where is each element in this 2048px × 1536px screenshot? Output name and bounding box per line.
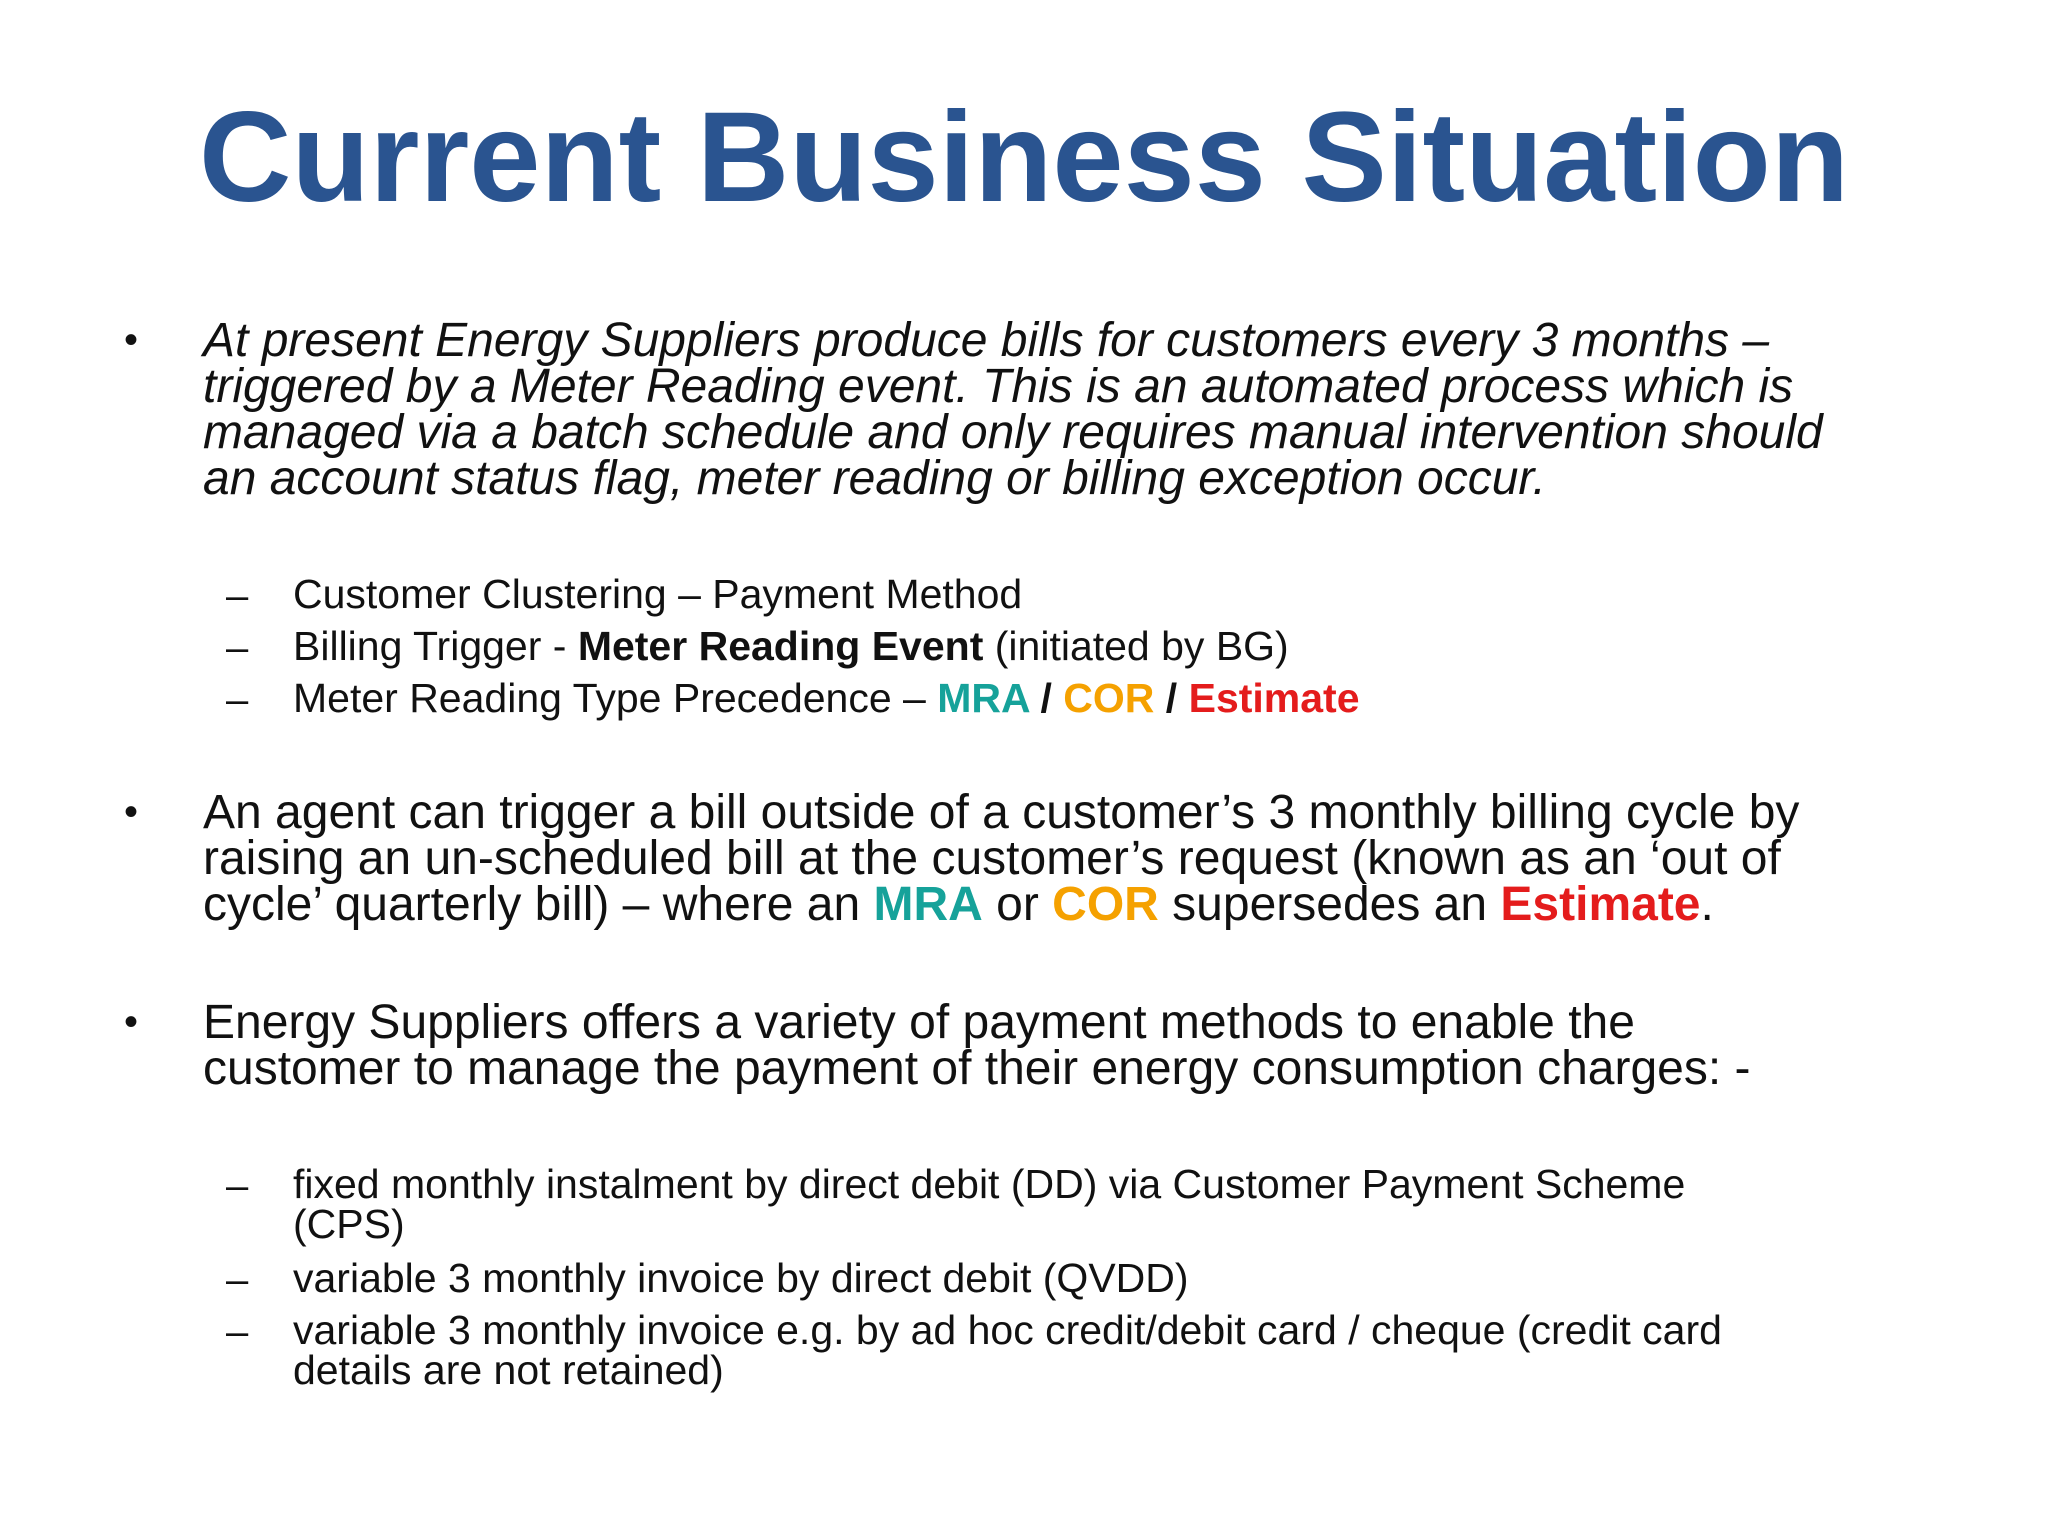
period-text: .: [1700, 878, 1714, 931]
bullet-text: At present Energy Suppliers produce bills for customers every 3 months – triggered by a Meter Reading event. This is an automated process which is managed via a batch schedule and only requires manual intervention should an account status flag, meter reading or billing exception occur.: [203, 314, 1823, 505]
billing-trigger-label: Billing Trigger -: [293, 623, 578, 669]
sub-item-text: [293, 675, 2013, 721]
estimate-text: Estimate: [1500, 878, 1701, 931]
bullet-text: Energy Suppliers offers a variety of payment methods to enable the customer to manage the payment of their energy consumption charges: -: [203, 996, 1751, 1095]
sub-item-text: variable 3 monthly invoice e.g. by ad hoc credit/debit card / cheque (credit card details are not retained): [293, 1307, 1722, 1393]
cor-text: COR: [1063, 675, 1155, 721]
bullet-marker: •: [124, 1000, 139, 1044]
estimate-text: Estimate: [1188, 675, 1360, 721]
bullet-line: raising an un-scheduled bill at the customer’s request (known as an ‘out of: [203, 832, 1781, 885]
bullet-marker: •: [124, 790, 139, 834]
separator: /: [1154, 675, 1189, 721]
dash-marker: –: [226, 1164, 249, 1208]
dash-marker: –: [226, 1310, 249, 1354]
dash-marker: –: [226, 1258, 249, 1302]
sub-item-text: variable 3 monthly invoice by direct debit (QVDD): [293, 1255, 1189, 1301]
sub-item-text: Customer Clustering – Payment Method: [293, 571, 1023, 617]
mra-text: MRA: [873, 878, 983, 931]
bullet-marker: •: [124, 318, 139, 362]
initiated-by-text: (initiated by BG): [983, 623, 1289, 669]
cor-text: COR: [1052, 878, 1159, 931]
dash-marker: –: [226, 574, 249, 618]
supersedes-text: supersedes an: [1158, 878, 1501, 931]
meter-reading-event-text: Meter Reading Event: [577, 623, 984, 669]
dash-marker: –: [226, 626, 249, 670]
bullet-line: An agent can trigger a bill outside of a customer’s 3 monthly billing cycle by: [203, 786, 1800, 839]
sub-item-text: fixed monthly instalment by direct debit (DD) via Customer Payment Scheme (CPS): [293, 1161, 1686, 1247]
bullet-text: [203, 786, 2003, 931]
dash-marker: –: [226, 678, 249, 722]
line-prefix: cycle’ quarterly bill) – where an: [203, 878, 874, 931]
or-text: or: [982, 878, 1053, 931]
precedence-label: Meter Reading Type Precedence –: [293, 675, 938, 721]
slide-title: Current Business Situation: [199, 86, 1849, 229]
bullet-line: [203, 878, 2003, 931]
sub-item-text: [293, 623, 2013, 669]
separator: /: [1029, 675, 1064, 721]
mra-text: MRA: [937, 675, 1030, 721]
